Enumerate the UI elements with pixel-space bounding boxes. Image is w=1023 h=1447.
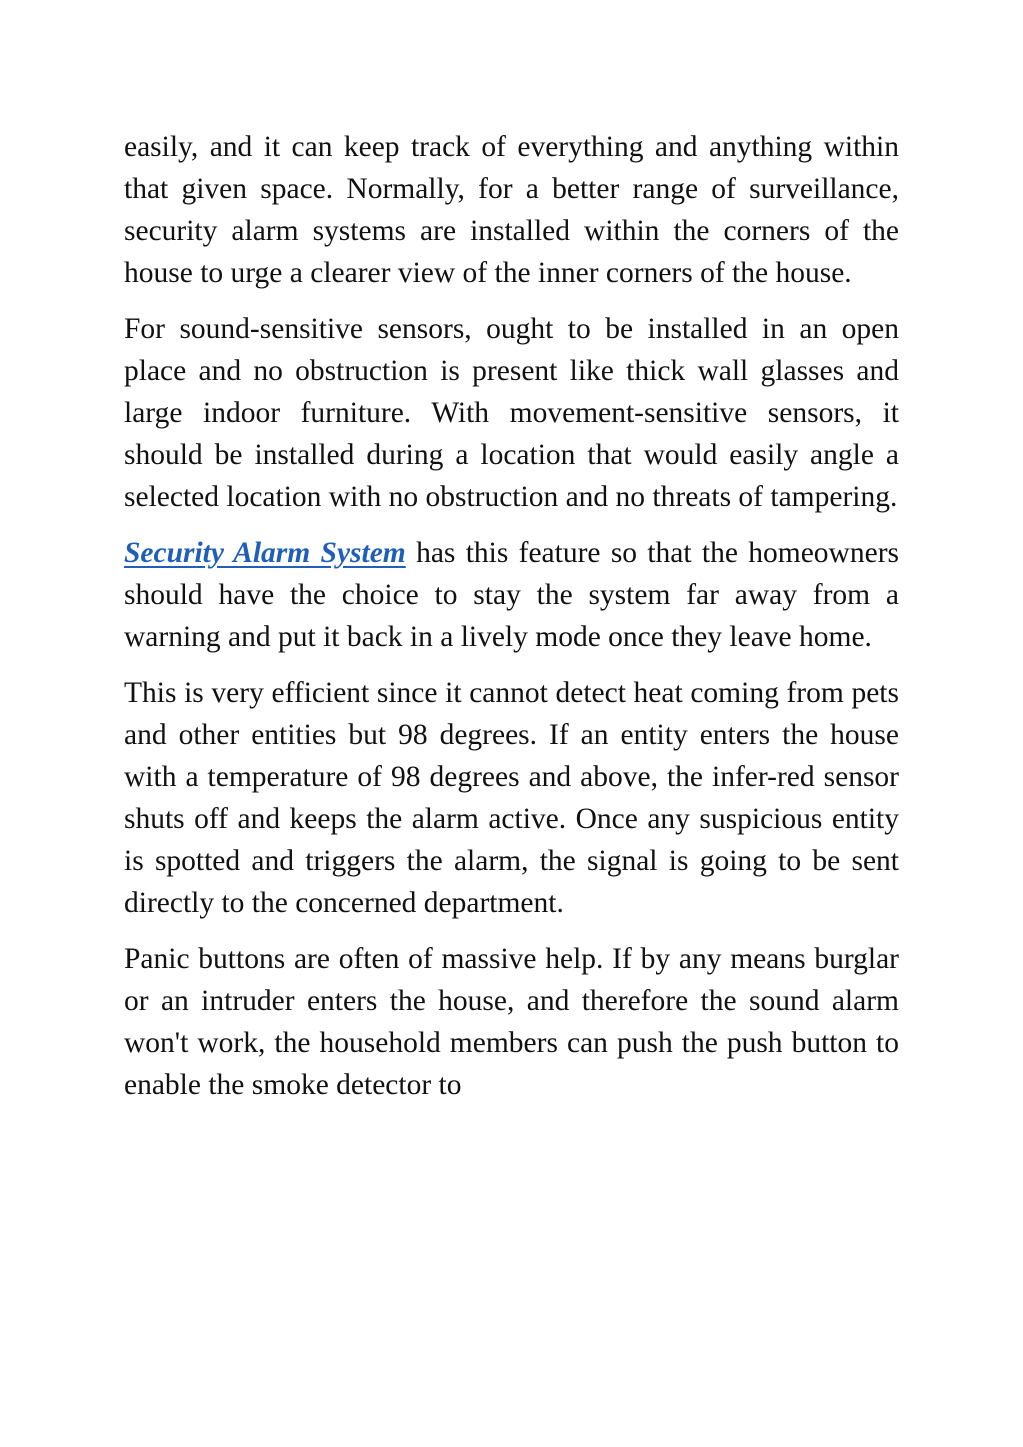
paragraph-2-text: For sound-sensitive sensors, ought to be installed in an open place and no obstruction is present like thick wall glasses and large indoor furniture. With movement-sensitive sensors, it should be installed during a location that would easily angle a selected location with no obstruction and no threats of tampering. xyxy=(124,313,899,513)
paragraph-3-text: has this feature so that the homeowners should have the choice to stay the system far away from a warning and put it back in a lively mode once they leave home. xyxy=(124,537,899,653)
paragraph-4 xyxy=(124,672,899,924)
paragraph-5-text: Panic buttons are often of massive help. If by any means burglar or an intruder enters the house, and therefore the sound alarm won't work, the household members can push the push button to enable the smoke detector to xyxy=(124,943,899,1101)
document-body xyxy=(124,126,899,1120)
security-alarm-system-link[interactable]: Security Alarm System xyxy=(124,537,406,569)
paragraph-1 xyxy=(124,126,899,294)
paragraph-2 xyxy=(124,308,899,518)
paragraph-4-text: This is very efficient since it cannot detect heat coming from pets and other entities but 98 degrees. If an entity enters the house with a temperature of 98 degrees and above, the infer-red sensor shuts off and keeps the alarm active. Once any suspicious entity is spotted and triggers the alarm, the signal is going to be sent directly to the concerned department. xyxy=(124,677,899,919)
paragraph-1-text: easily, and it can keep track of everything and anything within that given space. Normally, for a better range of surveillance, security alarm systems are installed within the corners of the house to urge a clearer view of the inner corners of the house. xyxy=(124,131,899,289)
paragraph-5 xyxy=(124,938,899,1106)
paragraph-3 xyxy=(124,532,899,658)
